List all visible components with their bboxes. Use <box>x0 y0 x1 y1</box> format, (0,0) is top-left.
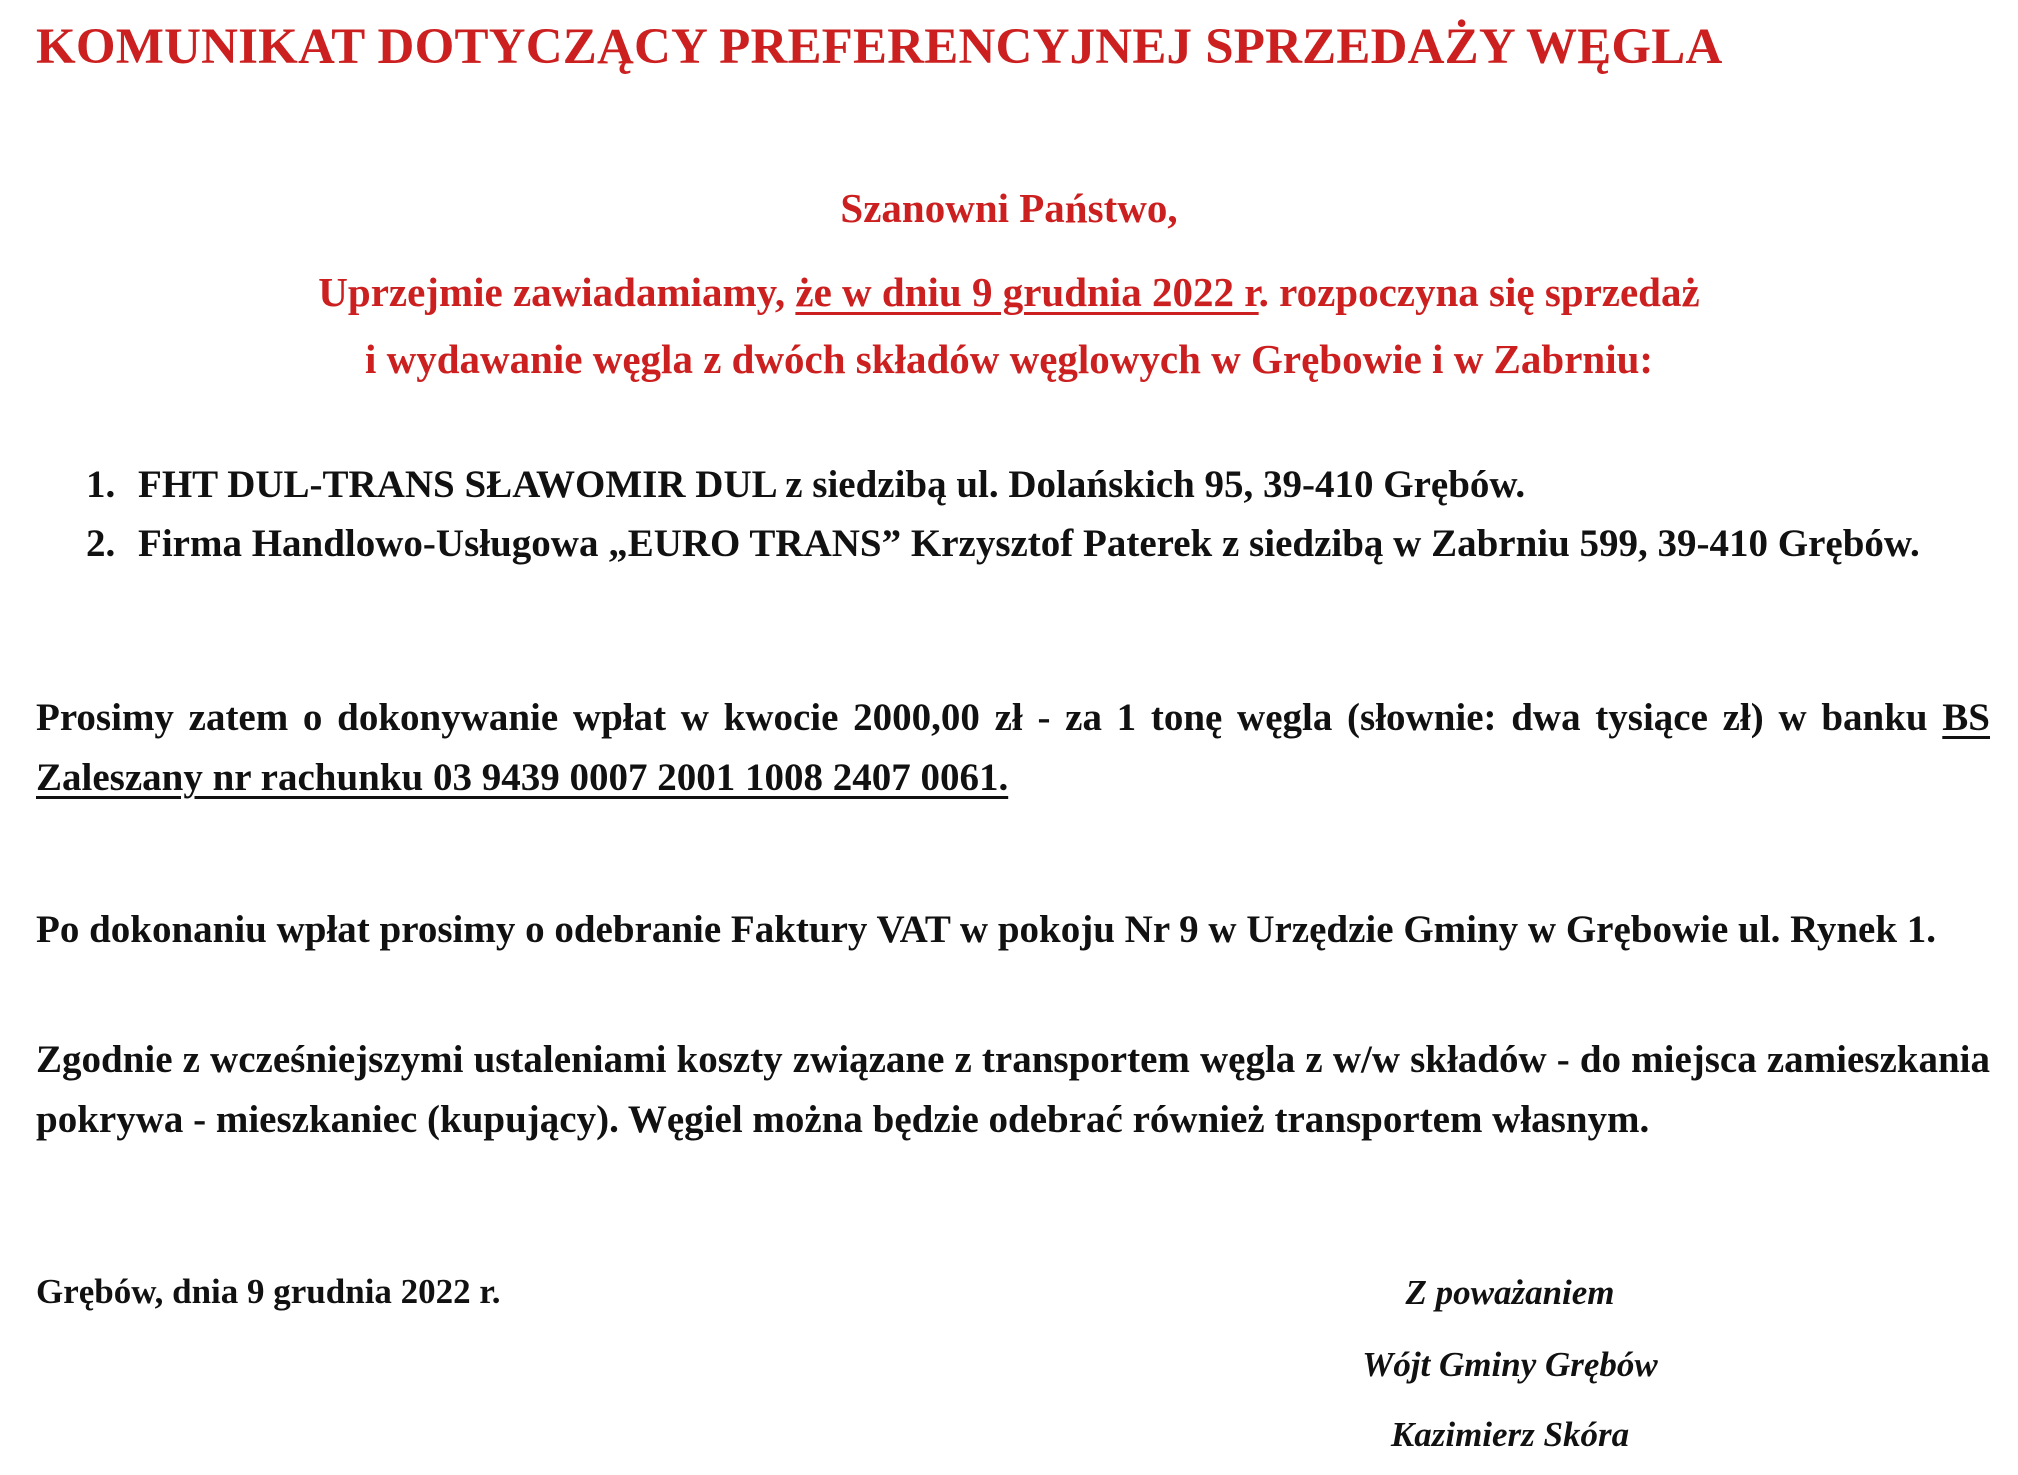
list-item-number: 1. <box>86 463 116 506</box>
list-item-text: FHT DUL-TRANS SŁAWOMIR DUL z siedzibą ul. Dolańskich 95, 39-410 Grębów. <box>138 463 1526 506</box>
signature-name: Kazimierz Skóra <box>1390 1415 1630 1454</box>
intro-line-2: i wydawanie węgla z dwóch składów węglowych w Grębowie i w Zabrniu: <box>364 336 1654 382</box>
list-item-2 <box>86 514 1990 574</box>
intro-text-start: Uprzejmie zawiadamiamy, <box>318 269 796 315</box>
payment-text: Prosimy zatem o dokonywanie wpłat w kwocie 2000,00 zł - za 1 tonę węgla (słownie: dwa tysiące zł) w banku <box>36 696 1943 739</box>
greeting: Szanowni Państwo, <box>840 185 1178 231</box>
bank-account-underlined: BS Zaleszany nr rachunku 03 9439 0007 2001 1008 2407 0061. <box>36 696 1990 799</box>
signature-position: Wójt Gminy Grębów <box>1362 1345 1658 1384</box>
intro-text-end: . rozpoczyna się sprzedaż <box>1258 269 1700 315</box>
list-item-number: 2. <box>86 522 116 565</box>
signature-closing: Z poważaniem <box>1405 1273 1615 1312</box>
transport-paragraph: Zgodnie z wcześniejszymi ustaleniami koszty związane z transportem węgla z w/w składów - do miejsca zamieszkania pokrywa - mieszkaniec (kupujący). Węgiel można będzie odebrać również transportem własnym. <box>36 1038 1990 1141</box>
invoice-paragraph: Po dokonaniu wpłat prosimy o odebranie Faktury VAT w pokoju Nr 9 w Urzędzie Gminy w Grębowie ul. Rynek 1. <box>36 908 1937 951</box>
payment-paragraph <box>36 688 1990 808</box>
list-item-text: Firma Handlowo-Usługowa „EURO TRANS” Krzysztof Paterek z siedzibą w Zabrniu 599, 39-410 Grębów. <box>138 522 1920 565</box>
intro-date-underlined: że w dniu 9 grudnia 2022 r <box>795 269 1259 315</box>
list-item-1 <box>86 455 1990 515</box>
page-title: KOMUNIKAT DOTYCZĄCY PREFERENCYJNEJ SPRZEDAŻY WĘGLA <box>36 19 1723 75</box>
intro-line-1 <box>0 268 2018 316</box>
date-place: Grębów, dnia 9 grudnia 2022 r. <box>36 1272 501 1311</box>
